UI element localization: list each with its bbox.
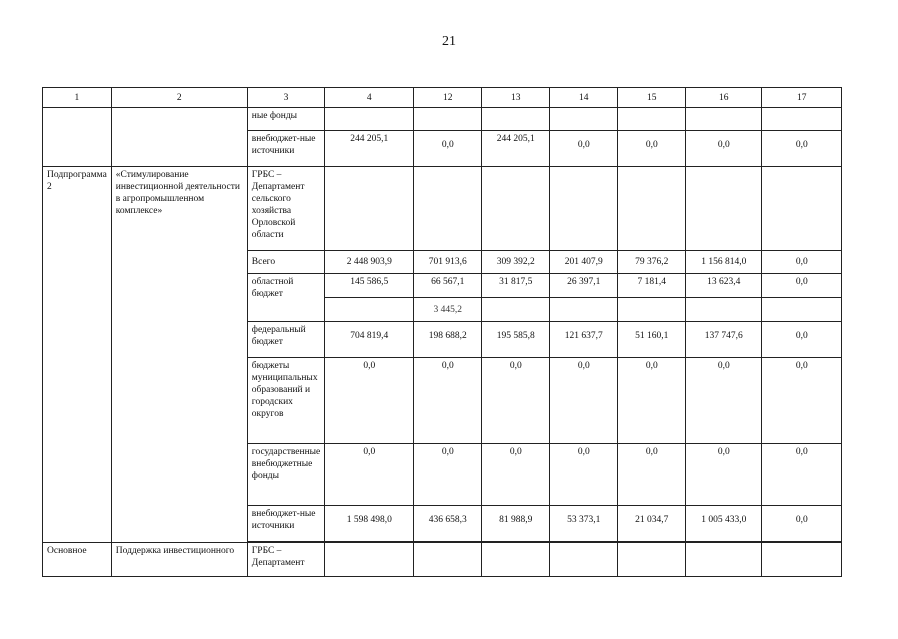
value-cell: 0,0	[325, 444, 414, 506]
value-cell: 0,0	[482, 444, 550, 506]
value-cell: 1 598 498,0	[325, 506, 414, 542]
value-cell: 0,0	[762, 506, 842, 542]
source-cell: внебюджет-ные источники	[247, 506, 324, 542]
value-cell: 198 688,2	[414, 322, 482, 358]
header-cell: 17	[762, 88, 842, 108]
value-cell: 66 567,1	[414, 274, 482, 298]
source-cell: государственные внебюджетные фонды	[247, 444, 324, 506]
value-cell: 309 392,2	[482, 251, 550, 274]
table-row	[43, 543, 842, 577]
value-cell: 0,0	[325, 358, 414, 444]
value-cell: 0,0	[686, 358, 762, 444]
value-cell: 21 034,7	[618, 506, 686, 542]
value-cell: 26 397,1	[550, 274, 618, 298]
value-cell: 0,0	[550, 131, 618, 167]
header-cell: 15	[618, 88, 686, 108]
value-cell: 704 819,4	[325, 322, 414, 358]
value-cell: 7 181,4	[618, 274, 686, 298]
value-cell: 701 913,6	[414, 251, 482, 274]
header-cell: 16	[686, 88, 762, 108]
value-cell: 53 373,1	[550, 506, 618, 542]
value-cell: 0,0	[762, 322, 842, 358]
value-cell: 0,0	[762, 131, 842, 167]
value-cell: 2 448 903,9	[325, 251, 414, 274]
header-cell: 14	[550, 88, 618, 108]
table-row	[43, 108, 842, 131]
value-cell: 31 817,5	[482, 274, 550, 298]
value-cell: 51 160,1	[618, 322, 686, 358]
source-cell: Всего	[247, 251, 324, 274]
value-cell: 0,0	[618, 131, 686, 167]
value-cell: 244 205,1	[482, 131, 550, 167]
value-cell: 201 407,9	[550, 251, 618, 274]
header-cell: 1	[43, 88, 112, 108]
value-cell: 436 658,3	[414, 506, 482, 542]
empty-cell	[43, 108, 112, 167]
header-cell: 13	[482, 88, 550, 108]
activity-name: Поддержка инвестиционного	[111, 543, 247, 577]
value-cell: 195 585,8	[482, 322, 550, 358]
header-cell: 3	[247, 88, 324, 108]
value-cell: 1 005 433,0	[686, 506, 762, 542]
value-cell: 0,0	[550, 444, 618, 506]
value-cell: 81 988,9	[482, 506, 550, 542]
header-row	[43, 88, 842, 108]
value-cell: 0,0	[550, 358, 618, 444]
value-cell: 0,0	[686, 131, 762, 167]
page-number: 21	[442, 34, 456, 49]
table-row	[43, 167, 842, 251]
grbs-cell: ГРБС – Департамент сельского хозяйства Орловской области	[247, 167, 324, 251]
value-cell: 0,0	[762, 251, 842, 274]
value-cell: 244 205,1	[325, 131, 414, 167]
value-cell: 0,0	[618, 358, 686, 444]
value-cell: 0,0	[414, 358, 482, 444]
value-cell: 0,0	[762, 444, 842, 506]
value-cell: 121 637,7	[550, 322, 618, 358]
subprogram-name: «Стимулирование инвестиционной деятельности в агропромышленном комплексе»	[111, 167, 247, 543]
source-cell: бюджеты муниципальных образований и городских округов	[247, 358, 324, 444]
source-cell: федеральный бюджет	[247, 322, 324, 358]
value-cell: 13 623,4	[686, 274, 762, 298]
value-cell: 0,0	[618, 444, 686, 506]
grbs-cell: ГРБС – Департамент	[247, 543, 324, 577]
activity-label: Основное	[43, 543, 112, 577]
value-cell: 0,0	[762, 274, 842, 298]
value-cell: 0,0	[414, 131, 482, 167]
value-cell: 79 376,2	[618, 251, 686, 274]
value-cell: 0,0	[482, 358, 550, 444]
value-cell: 0,0	[414, 444, 482, 506]
header-cell: 4	[325, 88, 414, 108]
header-cell: 12	[414, 88, 482, 108]
subprogram-label: Подпрограмма 2	[43, 167, 112, 543]
value-cell: 145 586,5	[325, 274, 414, 298]
value-cell: 0,0	[686, 444, 762, 506]
value-cell: 3 445,2	[414, 298, 482, 322]
source-cell: ные фонды	[247, 108, 324, 131]
value-cell: 0,0	[762, 358, 842, 444]
empty-cell	[111, 108, 247, 167]
value-cell: 1 156 814,0	[686, 251, 762, 274]
value-cell: 137 747,6	[686, 322, 762, 358]
header-cell: 2	[111, 88, 247, 108]
source-cell: областной бюджет	[247, 274, 324, 322]
budget-table	[42, 87, 842, 577]
source-cell: внебюджет-ные источники	[247, 131, 324, 167]
